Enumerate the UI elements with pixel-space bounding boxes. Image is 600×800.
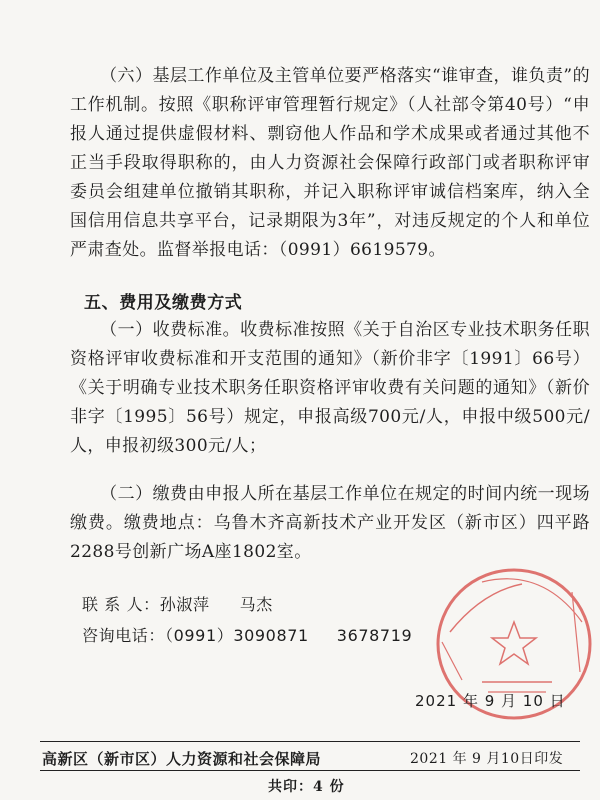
print-date: 2021 年 9 月10日印发 [410, 751, 564, 767]
paragraph-fee-standard: （一）收费标准。收费标准按照《关于自治区专业技术职务任职资格评审收费标准和开支范围的通知》（新价非字〔1991〕66号）《关于明确专业技术职务任职资格评审收费有关问题的通知》（新价非字〔1995〕56号）规定，申报高级700元/人，申报中级500元/人，申报初级300元/人； [70, 320, 590, 456]
issuing-authority: 高新区（新市区）人力资源和社会保障局 [42, 750, 322, 768]
paragraph-fee-payment: （二）缴费由申报人所在基层工作单位在规定的时间内统一现场缴费。缴费地点：乌鲁木齐高新技术产业开发区（新市区）四平路2288号创新广场A座1802室。 [70, 484, 590, 562]
contact-phones: 咨询电话：（0991）3090871 3678719 [82, 626, 413, 645]
copies-count: 共印：4 份 [268, 779, 345, 795]
section-heading-fees: 五、费用及缴费方式 [84, 293, 243, 313]
signature-date: 2021 年 9 月 10 日 [415, 692, 566, 710]
footer-top-rule [40, 741, 580, 742]
contact-persons: 联 系 人：孙淑萍 马杰 [82, 595, 273, 614]
paragraph-item-6: （六）基层工作单位及主管单位要严格落实“谁审查，谁负责”的工作机制。按照《职称评审管理暂行规定》（人社部令第40号）“申报人通过提供虚假材料、剽窃他人作品和学术成果或者通过其他不正当手段取得职称的，由人力资源社会保障行政部门或者职称评审委员会组建单位撤销其职称，并记入职称评审诚信档案库，纳入全国信用信息共享平台，记录期限为3年”，对违反规定的个人和单位严肃查处。监督举报电话：（0991）6619579。 [70, 66, 590, 260]
footer-bottom-rule [40, 770, 580, 771]
